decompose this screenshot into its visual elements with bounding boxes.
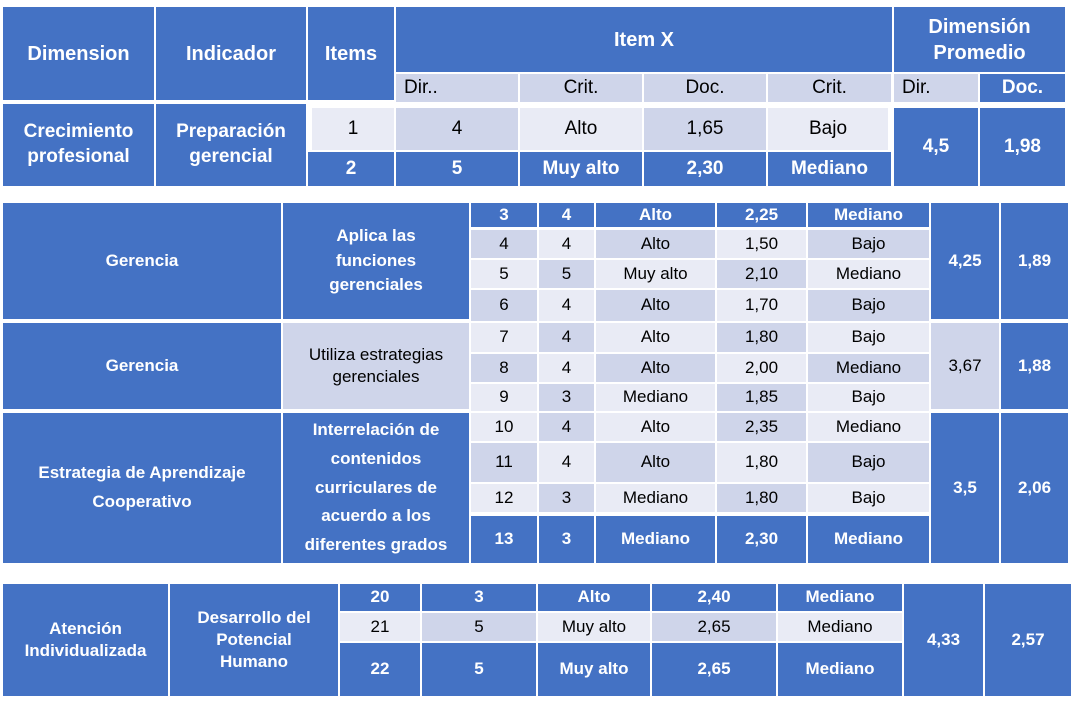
prom-doc-cell: 1,98: [980, 108, 1065, 186]
crit-doc-cell: Mediano: [778, 584, 902, 611]
indicador-cell: Desarrollo del Potencial Humano: [170, 584, 338, 696]
crit-doc-cell: Bajo: [808, 484, 929, 512]
crit-dir-cell: Alto: [596, 323, 715, 352]
crit-dir-cell: Muy alto: [538, 613, 650, 641]
crit-dir-cell: Muy alto: [538, 643, 650, 696]
crit-dir-cell: Alto: [596, 230, 715, 258]
dir-cell: 3: [539, 384, 594, 411]
item-cell: 1: [312, 108, 394, 150]
crit-dir-cell: Mediano: [596, 516, 715, 563]
dimension-cell: Estrategia de Aprendizaje Cooperativo: [3, 413, 281, 563]
dir-cell: 4: [539, 323, 594, 352]
header-indicador: Indicador: [156, 7, 306, 100]
dimension-cell: Crecimiento profesional: [3, 104, 154, 186]
doc-cell: 2,30: [717, 516, 806, 563]
prom-dir-cell: 3,67: [931, 323, 999, 409]
item-cell: 10: [471, 413, 537, 441]
dir-cell: 3: [422, 584, 536, 611]
subheader-doc: Doc.: [644, 74, 766, 102]
prom-dir-cell: 4,25: [931, 203, 999, 319]
dir-cell: 3: [539, 484, 594, 512]
crit-doc-cell: Bajo: [808, 443, 929, 482]
item-cell: 13: [471, 516, 537, 563]
dimension-cell: Gerencia: [3, 203, 281, 319]
crit-dir-cell: Mediano: [596, 384, 715, 411]
item-cell: 9: [471, 384, 537, 411]
crit-dir-cell: Alto: [596, 443, 715, 482]
dir-cell: 4: [539, 413, 594, 441]
prom-doc-cell: 2,57: [985, 584, 1071, 696]
item-cell: 22: [340, 643, 420, 696]
item-cell: 11: [471, 443, 537, 482]
indicador-cell: Aplica las funciones gerenciales: [283, 203, 469, 319]
crit-dir-cell: Alto: [520, 108, 642, 150]
prom-doc-cell: 1,89: [1001, 203, 1068, 319]
header-dimension: Dimension: [3, 7, 154, 100]
doc-cell: 2,00: [717, 354, 806, 382]
item-cell: 20: [340, 584, 420, 611]
item-cell: 4: [471, 230, 537, 258]
prom-dir-cell: 3,5: [931, 413, 999, 563]
indicador-cell: Utiliza estrategias gerenciales: [283, 323, 469, 409]
item-cell: 6: [471, 290, 537, 321]
crit-doc-cell: Mediano: [778, 643, 902, 696]
doc-cell: 2,40: [652, 584, 776, 611]
doc-cell: 1,65: [644, 108, 766, 150]
header-items: Items: [308, 7, 394, 100]
item-cell: 21: [340, 613, 420, 641]
subheader-crit-dir: Crit.: [520, 74, 642, 102]
subheader-dir: Dir..: [396, 74, 518, 102]
crit-doc-cell: Mediano: [808, 516, 929, 563]
crit-doc-cell: Bajo: [808, 384, 929, 411]
crit-dir-cell: Alto: [596, 354, 715, 382]
doc-cell: 2,10: [717, 260, 806, 288]
dir-cell: 4: [539, 230, 594, 258]
dir-cell: 5: [539, 260, 594, 288]
dir-cell: 5: [422, 643, 536, 696]
prom-dir-cell: 4,33: [904, 584, 983, 696]
item-cell: 12: [471, 484, 537, 512]
dimension-cell: Gerencia: [3, 323, 281, 409]
dimension-cell: Atención Individualizada: [3, 584, 168, 696]
crit-dir-cell: Muy alto: [596, 260, 715, 288]
doc-cell: 1,80: [717, 443, 806, 482]
header-dimension-promedio: Dimensión Promedio: [894, 7, 1065, 72]
crit-dir-cell: Alto: [538, 584, 650, 611]
crit-dir-cell: Alto: [596, 203, 715, 227]
prom-dir-cell: 4,5: [894, 108, 978, 186]
item-cell: 5: [471, 260, 537, 288]
crit-doc-cell: Bajo: [808, 230, 929, 258]
prom-doc-cell: 1,88: [1001, 323, 1068, 409]
doc-cell: 2,65: [652, 643, 776, 696]
item-cell: 7: [471, 323, 537, 352]
doc-cell: 2,35: [717, 413, 806, 441]
crit-doc-cell: Mediano: [768, 152, 891, 186]
doc-cell: 1,50: [717, 230, 806, 258]
dir-cell: 4: [539, 354, 594, 382]
header-item-x: Item X: [396, 7, 892, 72]
crit-dir-cell: Muy alto: [520, 152, 642, 186]
doc-cell: 2,65: [652, 613, 776, 641]
crit-doc-cell: Bajo: [808, 323, 929, 352]
crit-doc-cell: Mediano: [778, 613, 902, 641]
dir-cell: 3: [539, 516, 594, 563]
doc-cell: 1,85: [717, 384, 806, 411]
item-cell: 8: [471, 354, 537, 382]
subheader-prom-doc: Doc.: [980, 74, 1065, 102]
indicador-cell: Interrelación de contenidos curriculares de acuerdo a los diferentes grados: [283, 413, 469, 563]
subheader-prom-dir: Dir.: [894, 74, 978, 102]
dir-cell: 5: [422, 613, 536, 641]
item-cell: 3: [471, 203, 537, 227]
crit-doc-cell: Mediano: [808, 413, 929, 441]
dir-cell: 4: [396, 108, 518, 150]
doc-cell: 2,30: [644, 152, 766, 186]
crit-doc-cell: Mediano: [808, 203, 929, 227]
crit-doc-cell: Mediano: [808, 260, 929, 288]
doc-cell: 1,70: [717, 290, 806, 321]
doc-cell: 1,80: [717, 323, 806, 352]
crit-dir-cell: Alto: [596, 290, 715, 321]
crit-doc-cell: Mediano: [808, 354, 929, 382]
crit-doc-cell: Bajo: [768, 108, 888, 150]
crit-doc-cell: Bajo: [808, 290, 929, 321]
item-cell: 2: [308, 152, 394, 186]
doc-cell: 2,25: [717, 203, 806, 227]
dir-cell: 4: [539, 290, 594, 321]
dir-cell: 5: [396, 152, 518, 186]
dir-cell: 4: [539, 203, 594, 227]
doc-cell: 1,80: [717, 484, 806, 512]
crit-dir-cell: Alto: [596, 413, 715, 441]
dir-cell: 4: [539, 443, 594, 482]
indicador-cell: Preparación gerencial: [156, 104, 306, 186]
subheader-crit-doc: Crit.: [768, 74, 891, 102]
crit-dir-cell: Mediano: [596, 484, 715, 512]
prom-doc-cell: 2,06: [1001, 413, 1068, 563]
